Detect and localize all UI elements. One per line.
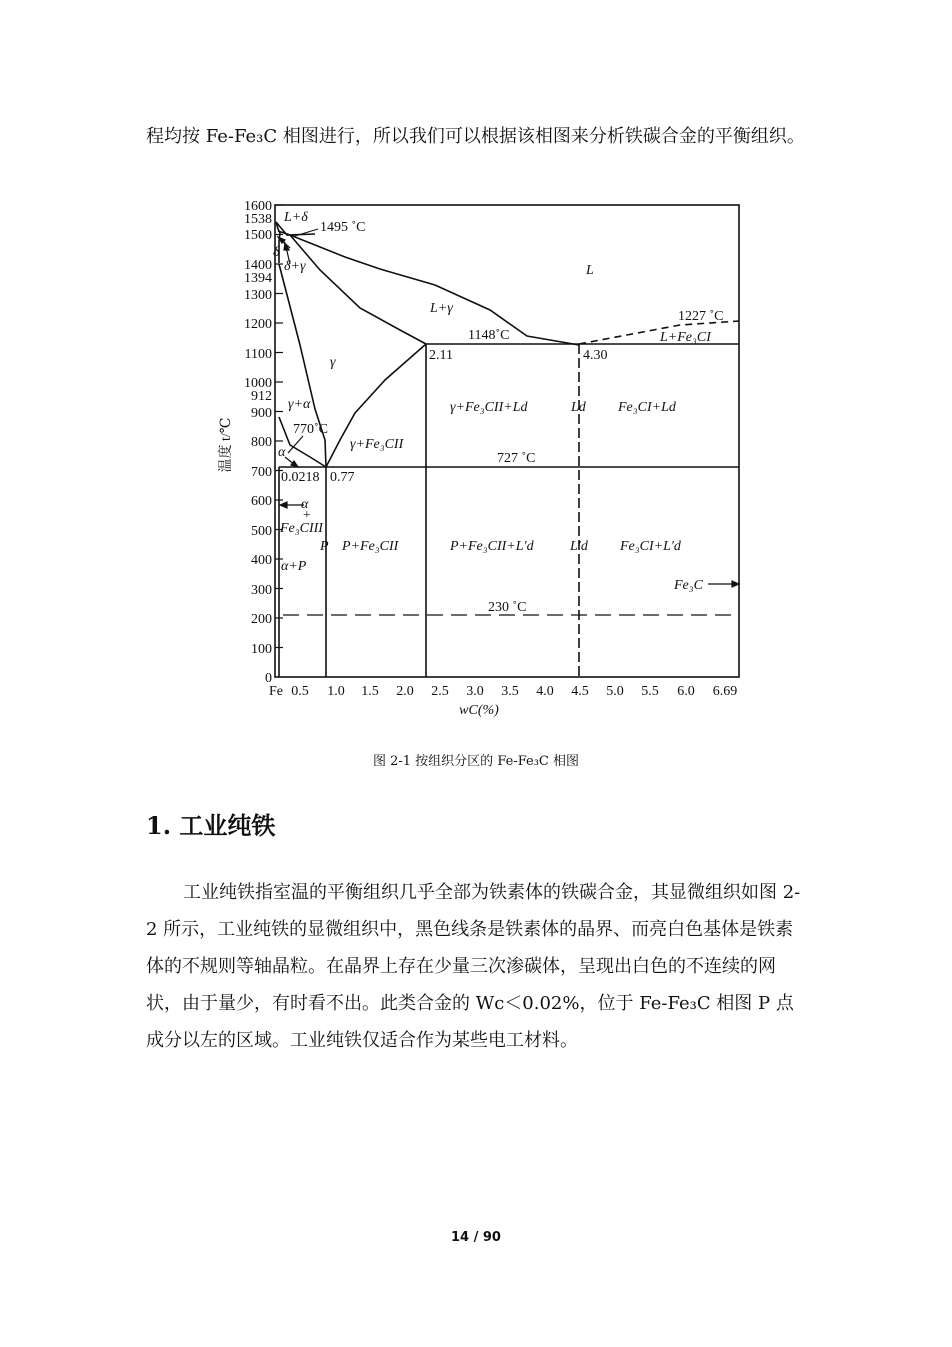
figure-caption: 图 2-1 按组织分区的 Fe-Fe₃C 相图 [372,754,580,769]
composition-label: 0.0218 [281,470,320,485]
x-tick: 0.5 [291,684,309,699]
phase-label: α [301,497,309,512]
x-tick: 2.5 [431,684,449,699]
phase-label: P+Fe₃CII+L′d [450,539,534,554]
y-tick: 600 [251,494,272,509]
x-tick: 4.5 [571,684,589,699]
phase-label: Fe₃CIII [280,521,323,536]
temp-label: 230 ˚C [488,600,527,615]
phase-label: Ld [571,400,586,415]
page-number: 14 / 90 [451,1230,501,1245]
phase-label: γ+Fe₃CII+Ld [450,400,528,415]
y-tick: 1600 [244,199,272,214]
temp-label: 1227 ˚C [678,309,724,324]
phase-label: + [302,508,312,523]
y-tick: 1538 [244,212,272,227]
phase-label: α [278,445,286,460]
x-axis-label: wC(%) [459,703,499,718]
section-heading: 1. 工业纯铁 [146,811,276,840]
x-tick: 1.0 [327,684,345,699]
y-tick: 900 [251,406,272,421]
solidus-line [290,235,426,344]
y-tick: 400 [251,553,272,568]
temp-label: 727 ˚C [497,451,536,466]
y-tick: 1200 [244,317,272,332]
composition-label: 2.11 [429,348,453,363]
y-tick-labels [244,199,272,686]
intro-paragraph: 程均按 Fe-Fe₃C 相图进行，所以我们可以根据该相图来分析铁碳合金的平衡组织。 [146,126,805,147]
composition-label: 0.77 [330,470,355,485]
phase-label: L+γ [430,301,453,316]
y-tick: 912 [251,389,272,404]
phase-label: α+P [281,559,307,574]
y-tick: 200 [251,612,272,627]
y-tick: 1300 [244,288,272,303]
phase-label: Fe₃CI+Ld [618,400,676,415]
phase-label: L [586,263,594,278]
y-tick: 800 [251,435,272,450]
temp-label: 770˚C [293,422,328,437]
temp-label: 1148˚C [468,328,510,343]
y-tick: 1000 [244,376,272,391]
x-tick: 2.0 [396,684,414,699]
y-tick: 1500 [244,228,272,243]
liquidus-line [290,235,579,345]
y-tick: 100 [251,642,272,657]
phase-label: γ [330,355,336,370]
y-tick: 500 [251,524,272,539]
phase-label: γ+α [288,397,311,412]
y-tick: 300 [251,583,272,598]
x-tick: 5.5 [641,684,659,699]
phase-label: P+Fe₃CII [342,539,399,554]
x-tick: 6.69 [712,684,738,699]
composition-label: 4.30 [583,348,608,363]
y-tick: 1400 [244,258,272,273]
y-tick: 0 [265,671,272,686]
x-tick: 1.5 [361,684,379,699]
x-tick: 6.0 [677,684,695,699]
phase-label: γ+Fe₃CII [350,437,404,452]
phase-label: Fe₃C [674,578,703,593]
y-tick: 1100 [244,347,272,362]
fe-fe3c-phase-diagram [200,195,760,725]
body-paragraph: 工业纯铁指室温的平衡组织几乎全部为铁素体的铁碳合金，其显微组织如图 2-2 所示，工业纯铁的显微组织中，黑色线条是铁素体的晶界、而亮白色基体是铁素体的不规则等轴晶粒。在晶界上存在少量三次渗碳体，呈现出白色的不连续的网状，由于量少，有时看不出。此类合金的 Wc＜0.02%，位于 Fe-Fe₃C 相图 P 点成分以左的区域。工业纯铁仅适合作为某些电工材料。 [146,882,801,1051]
phase-label: Fe₃CI+L′d [620,539,681,554]
x-tick: 4.0 [536,684,554,699]
x-tick: Fe [269,684,283,699]
phase-label: L+δ [284,210,308,225]
phase-label: δ+γ [284,259,306,274]
phase-label: L+Fe₃CI [660,330,711,345]
x-tick: 3.0 [466,684,484,699]
x-tick: 3.5 [501,684,519,699]
x-tick-labels [269,684,737,699]
y-tick: 1394 [244,271,272,286]
phase-label: L′d [570,539,588,554]
x-tick: 5.0 [606,684,624,699]
y-tick: 700 [251,465,272,480]
y-axis-label: 温度 t/℃ [219,417,234,473]
temp-label: 1495 ˚C [320,220,366,235]
phase-label: δ [273,245,280,260]
fe3c-liquidus-dashed [579,321,739,344]
phase-label: P [320,539,329,554]
